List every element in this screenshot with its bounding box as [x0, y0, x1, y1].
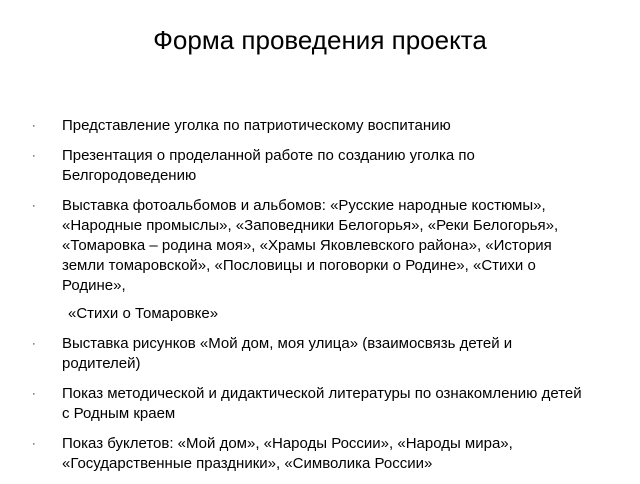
list-item — [32, 384, 592, 424]
list-item — [32, 146, 592, 186]
bullet-icon: · — [32, 120, 36, 132]
bullet-icon: · — [32, 338, 36, 350]
list-item — [32, 434, 592, 474]
list-item-text: Презентация о проделанной работе по созданию уголка по Белгородоведению — [62, 147, 475, 184]
list-item — [32, 334, 592, 374]
list-item-text: Выставка рисунков «Мой дом, моя улица» (взаимосвязь детей и родителей) — [62, 335, 513, 372]
list-item-text: «Стихи о Томаровке» — [68, 305, 219, 322]
list-item-continuation — [32, 304, 592, 324]
list-item — [32, 116, 592, 136]
slide-title: Форма проведения проекта — [153, 25, 487, 55]
list-item-text: Показ буклетов: «Мой дом», «Народы России», «Народы мира», «Государственные праздники», «Символика России» — [62, 435, 513, 472]
bullet-icon: · — [32, 388, 36, 400]
list-item-text: Показ методической и дидактической литературы по ознакомлению детей с Родным краем — [62, 385, 582, 422]
list-item-text: Представление уголка по патриотическому воспитанию — [62, 117, 451, 134]
bullet-list — [32, 116, 592, 484]
bullet-icon: · — [32, 438, 36, 450]
bullet-icon: · — [32, 150, 36, 162]
list-item — [32, 196, 592, 296]
bullet-icon: · — [32, 200, 36, 212]
list-item-text: Выставка фотоальбомов и альбомов: «Русские народные костюмы», «Народные промыслы», «Заповедники Белогорья», «Реки Белогорья», «Томаровка – родина моя», «Храмы Яковлевского района», «История земли томаровской», «Пословицы и поговорки о Родине», «Стихи о Родине», — [62, 197, 559, 294]
